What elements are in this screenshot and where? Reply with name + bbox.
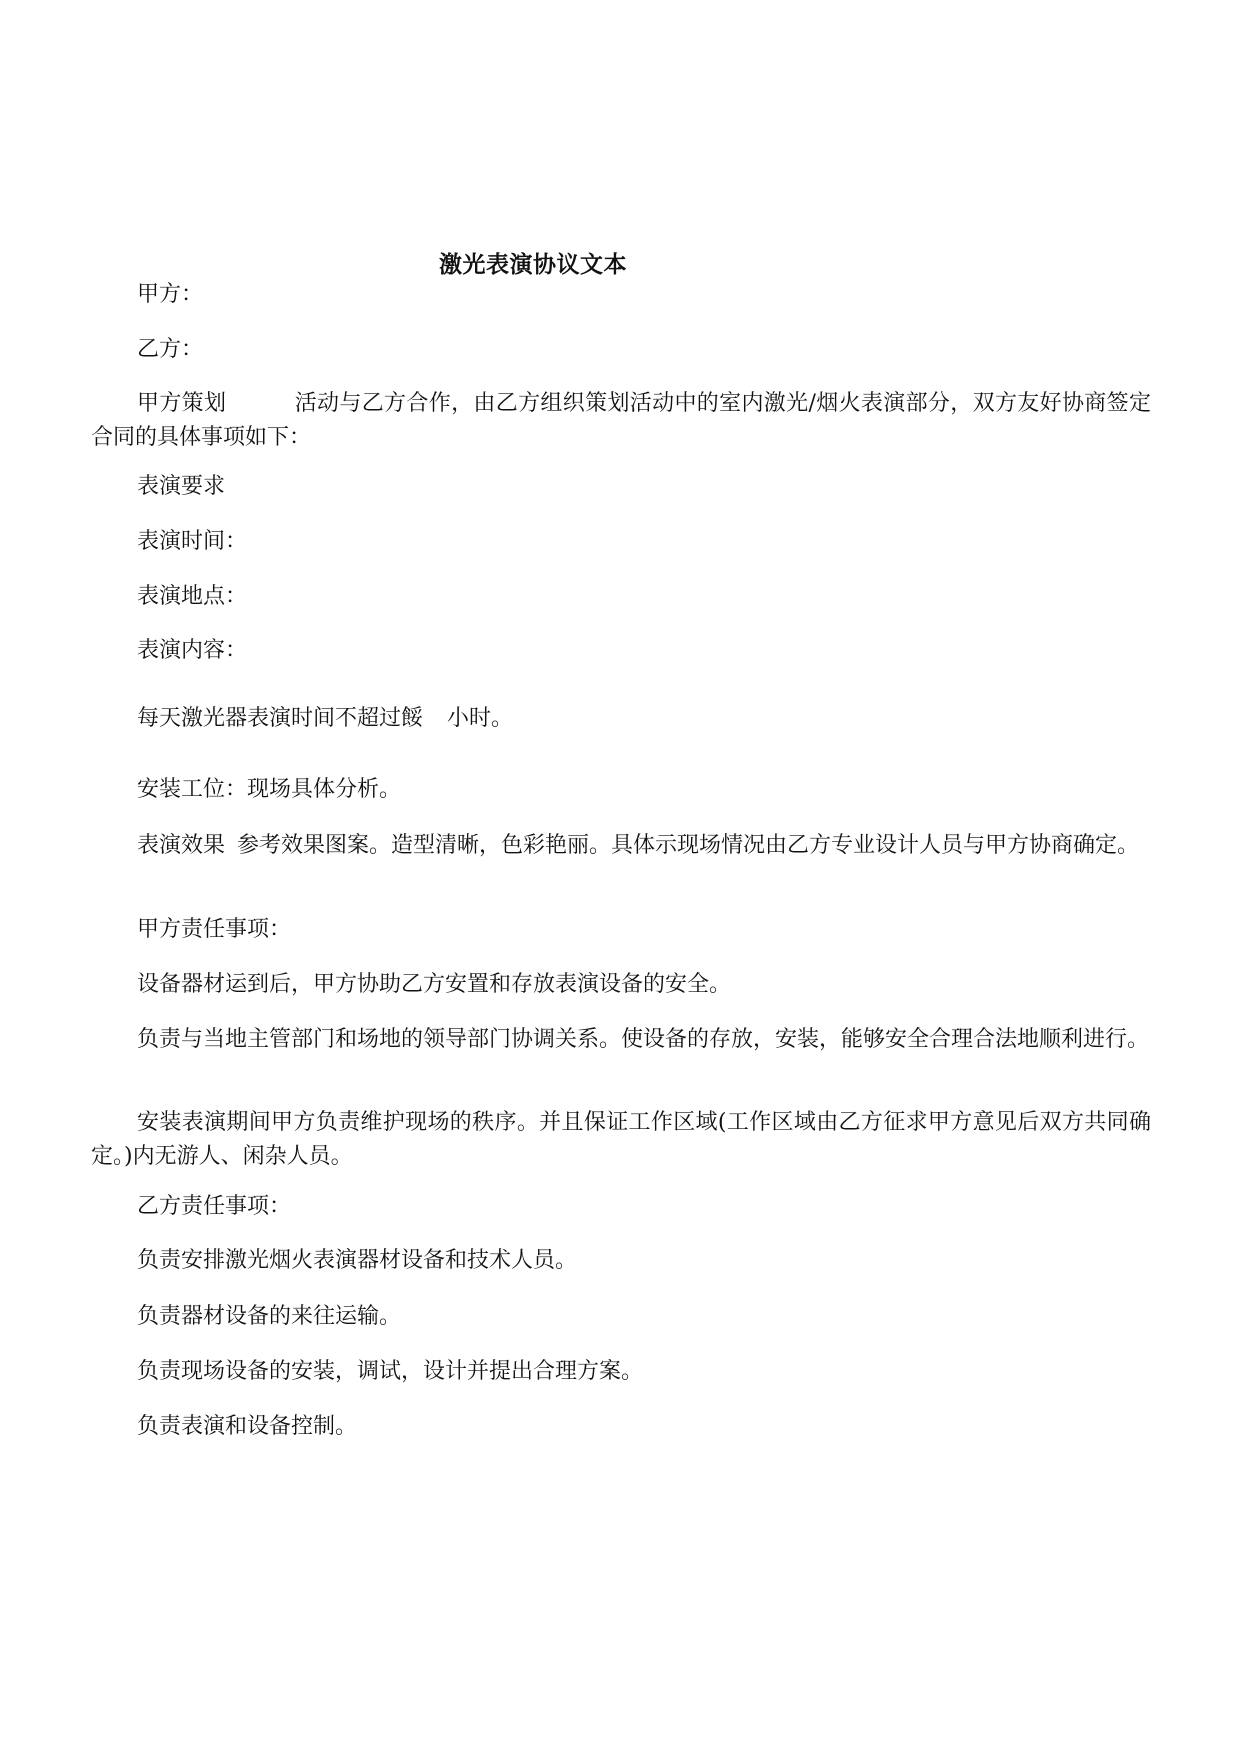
intro-text-rest: 活动与乙方合作，由乙方组织策划活动中的室内激光/烟火表演部分，双方友好协商签定合同的具体事项如下： — [91, 391, 1151, 450]
party-b-duty-2: 负责器材设备的来往运输。 — [137, 1304, 402, 1329]
daily-limit-text: 每天激光器表演时间不超过餒 — [137, 706, 424, 731]
party-a-duties-heading: 甲方责任事项： — [137, 917, 292, 942]
document-title: 激光表演协议文本 — [439, 251, 627, 278]
blank-hours — [423, 724, 447, 725]
performance-content-line: 表演内容： — [137, 638, 248, 663]
party-b-duties-heading: 乙方责任事项： — [137, 1194, 292, 1219]
intro-text-start: 甲方策划 — [137, 391, 227, 416]
performance-time-line: 表演时间： — [137, 529, 248, 554]
performance-requirements-heading: 表演要求 — [137, 474, 226, 499]
party-a-duty-1: 设备器材运到后，甲方协助乙方安置和存放表演设备的安全。 — [137, 972, 732, 997]
party-a-duty-3: 安装表演期间甲方负责维护现场的秩序。并且保证工作区域(工作区域由乙方征求甲方意见后双方共同确定。)内无游人、闲杂人员。 — [91, 1110, 1151, 1169]
party-a-duty-2: 负责与当地主管部门和场地的领导部门协调关系。使设备的存放，安装，能够安全合理合法地顺利进行。 — [137, 1027, 1150, 1052]
party-a-line: 甲方： — [137, 282, 204, 307]
install-position-line: 安装工位：现场具体分析。 — [137, 777, 402, 802]
party-b-duty-3: 负责现场设备的安装，调试，设计并提出合理方案。 — [137, 1359, 644, 1384]
effect-paragraph — [91, 829, 1151, 863]
effect-text: 参考效果图案。造型清晰，色彩艳丽。具体示现场情况由乙方专业设计人员与甲方协商确定。 — [237, 833, 1140, 858]
party-b-line: 乙方： — [137, 337, 204, 362]
effect-label: 表演效果 — [137, 833, 226, 858]
performance-location-line: 表演地点： — [137, 584, 248, 609]
daily-limit-unit: 小时。 — [447, 706, 514, 731]
party-b-duty-1: 负责安排激光烟火表演器材设备和技术人员。 — [137, 1248, 578, 1273]
daily-limit-line — [91, 702, 1151, 736]
intro-paragraph — [91, 387, 1151, 455]
party-b-duty-4: 负责表演和设备控制。 — [137, 1414, 358, 1439]
